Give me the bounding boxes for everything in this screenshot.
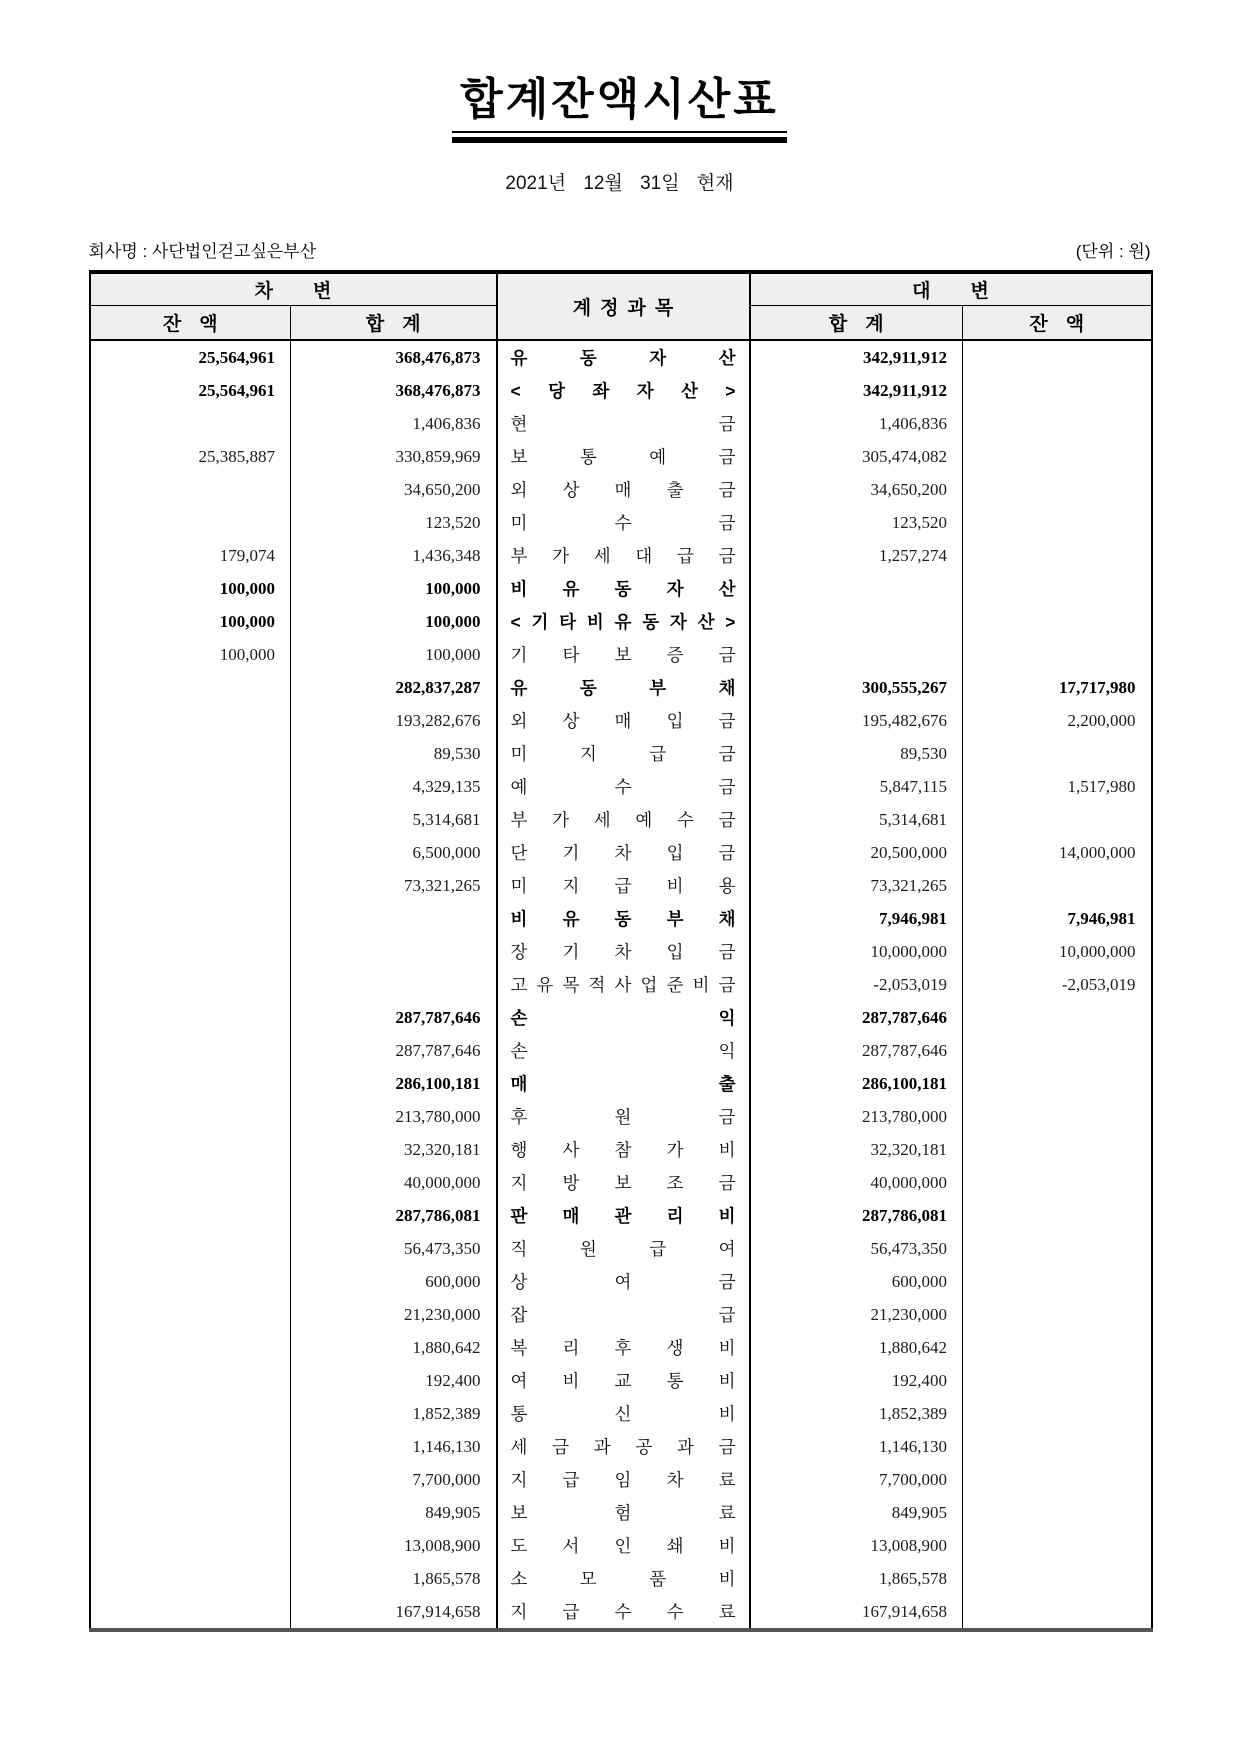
cell-credit-total: 192,400 [891, 1370, 947, 1390]
cell-account: 미 지 급 비 용 [497, 869, 750, 902]
table-row [90, 440, 1152, 473]
cell-account: 직 원 급 여 [497, 1232, 750, 1265]
cell-debit-balance [90, 836, 291, 869]
cell-account: 현 금 [497, 407, 750, 440]
cell-credit-total: 287,787,646 [862, 1040, 947, 1060]
cell-account: 보 험 료 [497, 1496, 750, 1529]
page-title: 합계잔액시산표 [452, 76, 787, 133]
cell-debit-total: 1,436,348 [291, 539, 497, 572]
cell-credit-balance [963, 1133, 1152, 1166]
cell-credit-total: 300,555,267 [862, 677, 947, 697]
cell-credit-balance [963, 605, 1152, 638]
table-row [90, 869, 1152, 902]
table-row [90, 671, 1152, 704]
cell-account: 소 모 품 비 [497, 1562, 750, 1595]
cell-debit-balance [90, 1397, 291, 1430]
cell-debit-balance [90, 1100, 291, 1133]
cell-debit-total: 32,320,181 [291, 1133, 497, 1166]
cell-credit-balance [963, 407, 1152, 440]
cell-debit-balance [90, 1199, 291, 1232]
cell-credit-total: 287,786,081 [862, 1205, 947, 1225]
header-credit-total: 합계 [750, 306, 963, 341]
cell-account: 복 리 후 생 비 [497, 1331, 750, 1364]
cell-account: 기 타 보 증 금 [497, 638, 750, 671]
cell-debit-balance [90, 737, 291, 770]
title-underline-rule [452, 137, 787, 143]
cell-debit-balance [90, 1265, 291, 1298]
cell-debit-balance [90, 1166, 291, 1199]
cell-credit-balance [963, 803, 1152, 836]
cell-account: 도 서 인 쇄 비 [497, 1529, 750, 1562]
cell-credit-total: 342,911,912 [862, 347, 947, 367]
cell-debit-balance [90, 1364, 291, 1397]
cell-debit-balance [90, 869, 291, 902]
table-row [90, 374, 1152, 407]
table-row [90, 1265, 1152, 1298]
cell-credit-total: -2,053,019 [873, 974, 947, 994]
header-credit-group: 대변 [750, 272, 1152, 306]
cell-account: 지 급 임 차 료 [497, 1463, 750, 1496]
cell-credit-total: 56,473,350 [870, 1238, 947, 1258]
header-debit-total: 합계 [291, 306, 497, 341]
table-row [90, 1595, 1152, 1630]
cell-debit-total: 100,000 [291, 572, 497, 605]
cell-credit-total: 40,000,000 [870, 1172, 947, 1192]
cell-account: 외 상 매 입 금 [497, 704, 750, 737]
cell-credit-balance [963, 1166, 1152, 1199]
cell-credit-balance [963, 1529, 1152, 1562]
cell-debit-total: 282,837,287 [291, 671, 497, 704]
cell-debit-balance [90, 1001, 291, 1034]
cell-credit-total: 21,230,000 [870, 1304, 947, 1324]
cell-credit-balance [963, 440, 1152, 473]
cell-debit-total: 56,473,350 [291, 1232, 497, 1265]
table-row [90, 1529, 1152, 1562]
cell-credit-balance: 2,200,000 [963, 704, 1152, 737]
cell-credit-total: 123,520 [891, 512, 947, 532]
cell-debit-balance [90, 1067, 291, 1100]
cell-debit-balance [90, 803, 291, 836]
cell-credit-balance: 10,000,000 [963, 935, 1152, 968]
table-row [90, 1430, 1152, 1463]
table-row [90, 572, 1152, 605]
table-row [90, 1496, 1152, 1529]
cell-credit-balance [963, 869, 1152, 902]
cell-account: 행 사 참 가 비 [497, 1133, 750, 1166]
title-wrapper [452, 76, 787, 143]
cell-credit-total [750, 572, 963, 605]
cell-credit-total: 195,482,676 [862, 710, 947, 730]
cell-credit-balance: 17,717,980 [963, 671, 1152, 704]
cell-debit-total: 123,520 [291, 506, 497, 539]
cell-credit-total: 13,008,900 [870, 1535, 947, 1555]
cell-debit-balance [90, 1595, 291, 1630]
cell-debit-total: 21,230,000 [291, 1298, 497, 1331]
table-row [90, 803, 1152, 836]
cell-account: 예 수 금 [497, 770, 750, 803]
table-row [90, 605, 1152, 638]
cell-account: 부 가 세 대 급 금 [497, 539, 750, 572]
cell-credit-balance [963, 1430, 1152, 1463]
cell-credit-total: 287,787,646 [862, 1007, 947, 1027]
cell-debit-balance [90, 1034, 291, 1067]
cell-debit-balance: 25,385,887 [198, 446, 275, 466]
cell-account: 잡 급 [497, 1298, 750, 1331]
cell-debit-balance [90, 1496, 291, 1529]
cell-debit-total: 287,787,646 [291, 1034, 497, 1067]
cell-credit-balance [963, 539, 1152, 572]
cell-debit-total: 5,314,681 [291, 803, 497, 836]
cell-debit-balance [90, 1298, 291, 1331]
cell-credit-balance: 1,517,980 [963, 770, 1152, 803]
cell-debit-total: 6,500,000 [291, 836, 497, 869]
table-row [90, 1166, 1152, 1199]
cell-account: 손 익 [497, 1001, 750, 1034]
cell-credit-balance [963, 1298, 1152, 1331]
cell-debit-balance [90, 770, 291, 803]
cell-credit-balance: 14,000,000 [963, 836, 1152, 869]
header-debit-balance: 잔액 [90, 306, 291, 341]
header-debit-group: 차변 [90, 272, 497, 306]
cell-account: 비 유 동 부 채 [497, 902, 750, 935]
cell-credit-balance [963, 1595, 1152, 1630]
table-row [90, 1067, 1152, 1100]
cell-debit-balance: 100,000 [219, 578, 275, 598]
cell-account: 보 통 예 금 [497, 440, 750, 473]
cell-account: 단 기 차 입 금 [497, 836, 750, 869]
cell-credit-total: 7,946,981 [879, 908, 947, 928]
cell-debit-balance [90, 902, 291, 935]
table-row [90, 1364, 1152, 1397]
cell-debit-total: 286,100,181 [291, 1067, 497, 1100]
cell-account: 지 급 수 수 료 [497, 1595, 750, 1630]
cell-credit-total: 73,321,265 [870, 875, 947, 895]
cell-debit-balance [90, 407, 291, 440]
cell-credit-balance [963, 1034, 1152, 1067]
cell-debit-balance [90, 1133, 291, 1166]
cell-account: 외 상 매 출 금 [497, 473, 750, 506]
cell-debit-balance [90, 473, 291, 506]
cell-debit-total: 600,000 [291, 1265, 497, 1298]
cell-credit-total: 20,500,000 [870, 842, 947, 862]
cell-debit-total: 1,852,389 [291, 1397, 497, 1430]
cell-debit-total [291, 968, 497, 1001]
table-row [90, 1100, 1152, 1133]
cell-debit-total: 73,321,265 [291, 869, 497, 902]
table-row [90, 1331, 1152, 1364]
table-row [90, 506, 1152, 539]
cell-credit-total: 5,847,115 [879, 776, 947, 796]
cell-credit-total: 10,000,000 [870, 941, 947, 961]
cell-debit-balance [90, 935, 291, 968]
table-row [90, 1034, 1152, 1067]
cell-account: 비 유 동 자 산 [497, 572, 750, 605]
cell-debit-total [291, 902, 497, 935]
cell-debit-total: 13,008,900 [291, 1529, 497, 1562]
table-row [90, 968, 1152, 1001]
cell-debit-balance [90, 704, 291, 737]
cell-credit-total [750, 605, 963, 638]
cell-debit-total: 40,000,000 [291, 1166, 497, 1199]
cell-credit-balance [963, 1067, 1152, 1100]
cell-account: 미 수 금 [497, 506, 750, 539]
cell-credit-total: 1,406,836 [879, 413, 947, 433]
table-row [90, 407, 1152, 440]
table-row [90, 539, 1152, 572]
cell-credit-total: 1,880,642 [879, 1337, 947, 1357]
info-row [89, 237, 1151, 262]
cell-credit-total: 1,146,130 [879, 1436, 947, 1456]
cell-debit-total: 287,787,646 [291, 1001, 497, 1034]
cell-credit-balance: -2,053,019 [963, 968, 1152, 1001]
cell-debit-balance: 25,564,961 [198, 380, 275, 400]
cell-debit-balance: 179,074 [219, 545, 275, 565]
cell-debit-total: 7,700,000 [291, 1463, 497, 1496]
cell-debit-total: 1,146,130 [291, 1430, 497, 1463]
cell-account: < 기 타 비 유 동 자 산 > [497, 605, 750, 638]
table-row [90, 638, 1152, 671]
cell-debit-balance: 100,000 [219, 644, 275, 664]
table-row [90, 935, 1152, 968]
cell-account: 여 비 교 통 비 [497, 1364, 750, 1397]
cell-credit-balance [963, 1397, 1152, 1430]
cell-account: 장 기 차 입 금 [497, 935, 750, 968]
cell-credit-total: 1,852,389 [879, 1403, 947, 1423]
cell-debit-balance [90, 1529, 291, 1562]
table-row [90, 1133, 1152, 1166]
table-row [90, 1562, 1152, 1595]
table-row [90, 1463, 1152, 1496]
cell-credit-balance [963, 737, 1152, 770]
cell-credit-balance [963, 1100, 1152, 1133]
cell-account: < 당 좌 자 산 > [497, 374, 750, 407]
cell-debit-total: 34,650,200 [291, 473, 497, 506]
trial-balance-table [89, 270, 1153, 1632]
table-body [90, 340, 1152, 1630]
cell-credit-total: 5,314,681 [879, 809, 947, 829]
cell-credit-total: 213,780,000 [862, 1106, 947, 1126]
cell-debit-total: 193,282,676 [291, 704, 497, 737]
cell-debit-total [291, 935, 497, 968]
cell-credit-balance [963, 1265, 1152, 1298]
cell-debit-total: 368,476,873 [291, 374, 497, 407]
cell-credit-balance [963, 1001, 1152, 1034]
cell-credit-balance [963, 572, 1152, 605]
table-row [90, 1199, 1152, 1232]
unit-label: (단위 : 원) [1075, 242, 1151, 262]
title-block [89, 0, 1151, 143]
cell-debit-balance [90, 1331, 291, 1364]
cell-credit-balance [963, 374, 1152, 407]
cell-debit-total: 192,400 [291, 1364, 497, 1397]
cell-debit-total: 213,780,000 [291, 1100, 497, 1133]
cell-debit-balance [90, 671, 291, 704]
company-name: 회사명 : 사단법인걷고싶은부산 [88, 242, 317, 262]
cell-debit-total: 1,880,642 [291, 1331, 497, 1364]
header-credit-balance: 잔액 [963, 306, 1152, 341]
table-row [90, 836, 1152, 869]
cell-debit-balance [90, 1562, 291, 1595]
cell-account: 손 익 [497, 1034, 750, 1067]
table-row [90, 770, 1152, 803]
cell-credit-total: 89,530 [900, 743, 947, 763]
table-header [90, 272, 1152, 340]
cell-credit-balance [963, 1463, 1152, 1496]
cell-debit-total: 100,000 [291, 638, 497, 671]
cell-debit-total: 1,406,836 [291, 407, 497, 440]
cell-credit-balance: 7,946,981 [963, 902, 1152, 935]
cell-credit-total: 849,905 [891, 1502, 947, 1522]
cell-account: 세 금 과 공 과 금 [497, 1430, 750, 1463]
cell-debit-balance [90, 1430, 291, 1463]
cell-credit-balance [963, 1199, 1152, 1232]
cell-credit-balance [963, 506, 1152, 539]
cell-credit-total: 34,650,200 [870, 479, 947, 499]
cell-credit-total: 342,911,912 [862, 380, 947, 400]
cell-debit-balance [90, 1232, 291, 1265]
cell-credit-total: 1,257,274 [879, 545, 947, 565]
cell-account: 통 신 비 [497, 1397, 750, 1430]
cell-credit-balance [963, 340, 1152, 374]
cell-debit-total: 167,914,658 [291, 1595, 497, 1630]
cell-account: 후 원 금 [497, 1100, 750, 1133]
cell-account: 미 지 급 금 [497, 737, 750, 770]
table-row [90, 340, 1152, 374]
cell-debit-total: 368,476,873 [291, 340, 497, 374]
cell-account: 판 매 관 리 비 [497, 1199, 750, 1232]
cell-account: 지 방 보 조 금 [497, 1166, 750, 1199]
as-of-date: 2021년 12월 31일 현재 [505, 173, 734, 195]
cell-debit-total: 1,865,578 [291, 1562, 497, 1595]
cell-credit-total: 7,700,000 [879, 1469, 947, 1489]
table-row [90, 1397, 1152, 1430]
cell-credit-total: 32,320,181 [870, 1139, 947, 1159]
cell-credit-balance [963, 638, 1152, 671]
table-row [90, 1001, 1152, 1034]
cell-debit-balance: 25,564,961 [198, 347, 275, 367]
cell-credit-total: 305,474,082 [862, 446, 947, 466]
cell-account: 유 동 자 산 [497, 340, 750, 374]
cell-debit-total: 849,905 [291, 1496, 497, 1529]
header-account: 계정과목 [497, 272, 750, 340]
cell-debit-total: 330,859,969 [291, 440, 497, 473]
cell-debit-total: 89,530 [291, 737, 497, 770]
cell-credit-total [750, 638, 963, 671]
cell-account: 매 출 [497, 1067, 750, 1100]
cell-account: 상 여 금 [497, 1265, 750, 1298]
cell-debit-balance [90, 1463, 291, 1496]
cell-credit-balance [963, 1232, 1152, 1265]
cell-credit-total: 167,914,658 [862, 1601, 947, 1621]
cell-debit-balance [90, 506, 291, 539]
table-row [90, 737, 1152, 770]
cell-credit-total: 286,100,181 [862, 1073, 947, 1093]
cell-debit-balance: 100,000 [219, 611, 275, 631]
cell-debit-total: 4,329,135 [291, 770, 497, 803]
table-row [90, 473, 1152, 506]
cell-credit-total: 600,000 [891, 1271, 947, 1291]
table-row [90, 902, 1152, 935]
cell-debit-balance [90, 968, 291, 1001]
table-row [90, 1232, 1152, 1265]
cell-credit-balance [963, 1562, 1152, 1595]
cell-credit-balance [963, 1496, 1152, 1529]
cell-account: 부 가 세 예 수 금 [497, 803, 750, 836]
table-row [90, 1298, 1152, 1331]
cell-credit-balance [963, 1331, 1152, 1364]
cell-account: 고 유 목 적 사 업 준 비 금 [497, 968, 750, 1001]
cell-account: 유 동 부 채 [497, 671, 750, 704]
cell-debit-total: 287,786,081 [291, 1199, 497, 1232]
cell-credit-total: 1,865,578 [879, 1568, 947, 1588]
cell-debit-total: 100,000 [291, 605, 497, 638]
cell-credit-balance [963, 473, 1152, 506]
cell-credit-balance [963, 1364, 1152, 1397]
table-row [90, 704, 1152, 737]
